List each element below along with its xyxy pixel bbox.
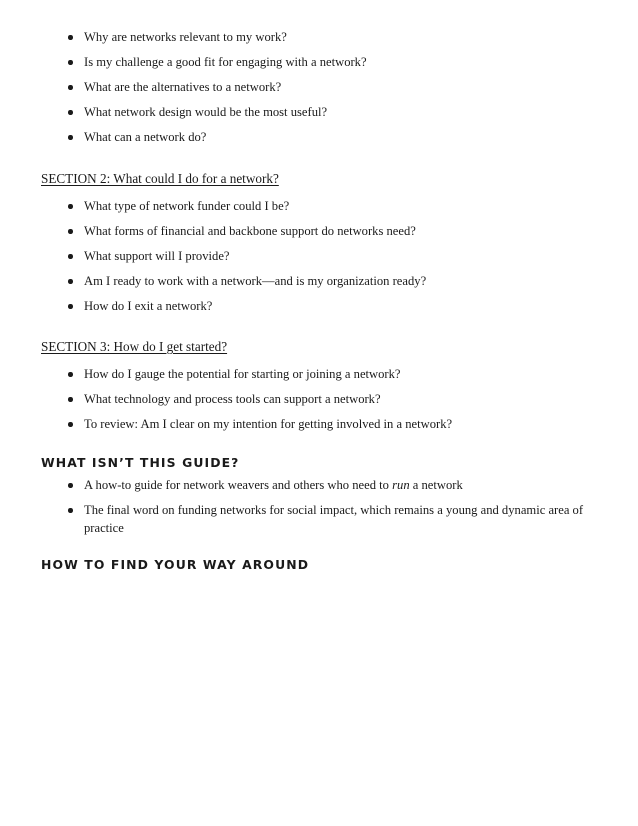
list-item xyxy=(0,78,638,96)
bullet-icon xyxy=(68,422,73,427)
bullet-icon xyxy=(68,35,73,40)
bullet-icon xyxy=(68,204,73,209)
bullet-icon xyxy=(68,279,73,284)
section-2-question-list xyxy=(0,197,638,322)
list-item xyxy=(0,390,638,408)
list-item xyxy=(0,272,638,290)
bullet-icon xyxy=(68,304,73,309)
list-item xyxy=(0,222,638,240)
list-item-text: What technology and process tools can support a network? xyxy=(84,392,381,406)
list-item-text: Am I ready to work with a network—and is my organization ready? xyxy=(84,274,427,288)
bullet-icon xyxy=(68,110,73,115)
bullet-icon xyxy=(68,397,73,402)
list-item-text: What network design would be the most useful? xyxy=(84,105,328,119)
bullet-icon xyxy=(68,85,73,90)
list-item-text: What forms of financial and backbone support do networks need? xyxy=(84,224,416,238)
bullet-icon xyxy=(68,508,73,513)
list-item xyxy=(0,28,638,46)
what-isnt-this-guide-heading: WHAT ISN’T THIS GUIDE? xyxy=(41,455,240,470)
list-item xyxy=(0,247,638,265)
list-item-text: What type of network funder could I be? xyxy=(84,199,290,213)
list-item-text: What support will I provide? xyxy=(84,249,230,263)
list-item-text: Is my challenge a good fit for engaging with a network? xyxy=(84,55,367,69)
list-item xyxy=(0,365,638,383)
section-1-question-list xyxy=(0,28,638,153)
list-item-emphasis: run xyxy=(392,478,410,492)
list-item-text: What can a network do? xyxy=(84,130,207,144)
bullet-icon xyxy=(68,60,73,65)
list-item xyxy=(0,128,638,146)
list-item-text: The final word on funding networks for social impact, which remains a young and dynamic area of practice xyxy=(84,503,584,535)
list-item-text-before: A how-to guide for network weavers and others who need to xyxy=(84,478,393,492)
list-item-text: How do I exit a network? xyxy=(84,299,213,313)
section-2-heading: SECTION 2: What could I do for a network? xyxy=(41,171,279,186)
list-item-text: Why are networks relevant to my work? xyxy=(84,30,287,44)
bullet-icon xyxy=(68,372,73,377)
bullet-icon xyxy=(68,229,73,234)
list-item-text: How do I gauge the potential for starting or joining a network? xyxy=(84,367,401,381)
list-item-text: To review: Am I clear on my intention for getting involved in a network? xyxy=(84,417,453,431)
list-item xyxy=(0,197,638,215)
list-item xyxy=(0,103,638,121)
bullet-icon xyxy=(68,135,73,140)
list-item-text-after: a network xyxy=(409,478,463,492)
list-item-text: What are the alternatives to a network? xyxy=(84,80,282,94)
bullet-icon xyxy=(68,254,73,259)
section-3-question-list xyxy=(0,365,638,440)
list-item xyxy=(0,501,638,537)
bullet-icon xyxy=(68,483,73,488)
list-item xyxy=(0,53,638,71)
list-item xyxy=(0,415,638,433)
list-item xyxy=(0,476,638,494)
what-isnt-list xyxy=(0,476,638,544)
find-your-way-heading: HOW TO FIND YOUR WAY AROUND xyxy=(41,557,310,572)
section-3-heading: SECTION 3: How do I get started? xyxy=(41,339,228,354)
list-item xyxy=(0,297,638,315)
